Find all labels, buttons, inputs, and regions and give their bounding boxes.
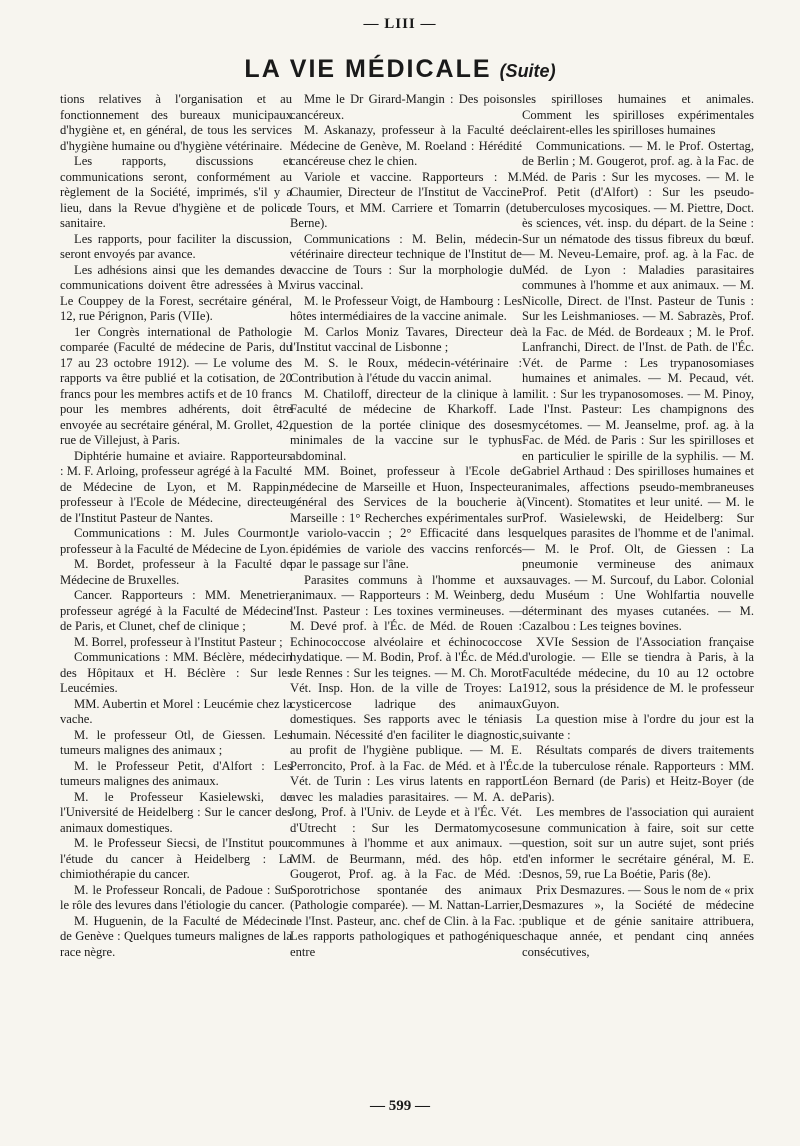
- paragraph: Communications : MM. Béclère, médecin des Hôpitaux et H. Béclère : Sur les Leucémies.: [60, 650, 292, 695]
- paragraph: les spirilloses humaines et animales. Comment les spirilloses expérimentales éclairent-elles les spirilloses humaines: [522, 92, 754, 137]
- roman-page-number: — LIII —: [363, 16, 437, 32]
- paragraph: M. S. le Roux, médecin-vétérinaire : Contribution à l'étude du vaccin animal.: [290, 355, 522, 385]
- column-3: [522, 92, 754, 960]
- paragraph: Communications : M. Jules Courmont, professeur à la Faculté de Médecine de Lyon.: [60, 526, 292, 556]
- paragraph: Cancer. Rapporteurs : MM. Menetrier, professeur agrégé à la Faculté de Médecine de Paris, et Clunet, chef de clinique ;: [60, 588, 292, 633]
- paragraph: M. le Professeur Petit, d'Alfort : Les tumeurs malignes des animaux.: [60, 758, 292, 788]
- paragraph: M. le professeur Otl, de Giessen. Les tumeurs malignes des animaux ;: [60, 727, 292, 757]
- paragraph: MM. Boinet, professeur à l'Ecole de médecine de Marseille et Huon, Inspecteur général des Services de la boucherie à Marseille : 1° Recherches expérimentales sur le variolo-vaccin ; 2° Efficacité dans les épidémies de variole des vaccins renforcés par le passage sur l'âne.: [290, 464, 522, 571]
- paragraph: M. le Professeur Siecsi, de l'Institut pour l'étude du cancer à Heidelberg : La chimiothérapie du cancer.: [60, 836, 292, 881]
- paragraph: Diphtérie humaine et aviaire. Rapporteurs : M. F. Arloing, professeur agrégé à la Faculté de Médecine de Lyon, et M. Rappin, professeur à l'Ecole de Médecine, directeur de l'Institut Pasteur de Nantes.: [60, 448, 292, 525]
- page-number: — 599 —: [370, 1098, 430, 1114]
- page-title: [0, 55, 800, 84]
- title-text: LA VIE MÉDICALE: [244, 55, 492, 83]
- paragraph: Résultats comparés de divers traitements de la tuberculose rénale. Rapporteurs : MM. Léon Bernard (de Paris) et Heitz-Boyer (de Paris).: [522, 743, 754, 804]
- paragraph: La question mise à l'ordre du jour est la suivante :: [522, 712, 754, 742]
- paragraph: M. Huguenin, de la Faculté de Médecine de Genève : Quelques tumeurs malignes de la race nègre.: [60, 913, 292, 959]
- paragraph: Les adhésions ainsi que les demandes de communications doivent être adressées à M. Le Couppey de la Forest, secrétaire général, 12, rue Pérignon, Paris (VIIe).: [60, 262, 292, 323]
- paragraph: 1er Congrès international de Pathologie comparée (Faculté de médecine de Paris, du 17 au 23 octobre 1912). — Le volume des rapports va être publié et la cotisation, de 20 francs pour les membres actifs et de 10 francs pour les membres adhérents, doit être envoyée au secrétaire général, M. Grollet, 42, rue de Villejust, à Paris.: [60, 324, 292, 447]
- column-1: [60, 92, 292, 960]
- column-2: [290, 92, 522, 960]
- paragraph: Parasites communs à l'homme et aux animaux. — Rapporteurs : M. Weinberg, de l'Inst. Pasteur : Les toxines vermineuses. — M. Devé prof. à l'Éc. de Méd. de Rouen : Echinococcose alvéolaire et échinococcose hydatique. — M. Bodin, Prof. à l'Éc. de Méd. de Rennes : Sur les teignes. — M. Ch. Morot Vét. Insp. Hon. de la ville de Troyes: La cysticercose ladrique des animaux domestiques. Ses rapports avec le téniasis humain. Nécessité d'en faciliter le diagnostic, au profit de l'hygiène publique. — M. E. Perroncito, Prof. à la Fac. de Méd. et à l'Éc. Vét. de Turin : Les virus latents en rapport avec les maladies parasitaires. — M. A. de Jong, Prof. à l'Univ. de Leyde et à l'Éc. Vét. d'Utrecht : Sur les Dermatomycoses communes à l'homme et aux animaux. — MM. de Beurmann, méd. des hôp. et Gougerot, Prof. ag. à la Fac. de Méd. : Sporotrichose spontanée des animaux (Pathologie comparée). — M. Nattan-Larrier, de l'Inst. Pasteur, anc. chef de Clin. à la Fac. : Les rapports pathologiques et pathogéniques entre: [290, 572, 522, 959]
- paragraph: Les rapports, discussions et communications seront, conformément au règlement de la Société, imprimés, s'il y a lieu, dans la Revue d'hygiène et de police sanitaire.: [60, 154, 292, 230]
- paragraph: tions relatives à l'organisation et au fonctionnement des bureaux municipaux d'hygiène et, en général, de tous les services d'hygiène humaine ou d'hygiène vétérinaire.: [60, 92, 292, 153]
- paragraph: M. le Professeur Kasielewski, de l'Université de Heidelberg : Sur le cancer des animaux domestiques.: [60, 789, 292, 835]
- paragraph: M. le Professeur Roncali, de Padoue : Sur le rôle des levures dans l'étiologie du cancer.: [60, 882, 292, 912]
- paragraph: M. Carlos Moniz Tavares, Directeur de l'Institut vaccinal de Lisbonne ;: [290, 324, 522, 354]
- paragraph: M. le Professeur Voigt, de Hambourg : Les hôtes intermédiaires de la vaccine animale.: [290, 293, 522, 323]
- paragraph: Prix Desmazures. — Sous le nom de « prix Desmazures », la Société de médecine publique et de génie sanitaire attribuera, chaque année, et pendant cinq années consécutives,: [522, 882, 754, 959]
- paragraph: XVIe Session de l'Association française d'urologie. — Elle se tiendra à Paris, à la Facultéde médecine, du 10 au 12 octobre 1912, sous la présidence de M. le professeur Guyon.: [522, 634, 754, 711]
- paragraph: Variole et vaccine. Rapporteurs : M. Chaumier, Directeur de l'Institut de Vaccine de Tours, et MM. Carriere et Tomarrin (de Berne).: [290, 169, 522, 230]
- paragraph: M. Borrel, professeur à l'Institut Pasteur ;: [74, 634, 283, 649]
- paragraph: MM. Aubertin et Morel : Leucémie chez la vache.: [60, 696, 292, 726]
- paragraph: Mme le Dr Girard-Mangin : Des poisons cancéreux.: [290, 92, 522, 122]
- paragraph: Communications. — M. le Prof. Ostertag, de Berlin ; M. Gougerot, prof. ag. à la Fac. de Méd. de Paris : Sur les mycoses. — M. le Prof. Petit (d'Alfort) : Sur les pseudo-tuberculoses mycosiques. — M. Piettre, Doct. ès sciences, vét. insp. du départ. de la Seine : Sur un nématode des tissus fibreux du bœuf. — M. Neveu-Lemaire, prof. ag. à la Fac. de Méd. de Lyon : Maladies parasitaires communes à l'homme et aux animaux. — M. Nicolle, Direct. de l'Inst. Pasteur de Tunis : Sur les Leishmanioses. — M. Sabrazès, Prof. à la Fac. de Méd. de Bordeaux ; M. le Prof. Lanfranchi, Direct. de l'Inst. de Path. de l'Éc. Vét. de Parme : Les trypanosomiases humaines et animales. — M. Pecaud, vét. milit. : Sur les trypanosomoses. — M. Pinoy, de l'Inst. Pasteur: Les champignons des mycétomes. — M. Jeanselme, prof. ag. à la Fac. de Méd. de Paris : Sur les spirilloses et en particulier le spirille de la syphilis. — M. Gabriel Arthaud : Des spirilloses humaines et animales, affections pseudo-membraneuses (Vincent). Stomatites et leur unité. — M. le Prof. Wasielewski, de Heidelberg: Sur quelques parasites de l'homme et de l'animal. — M. le Prof. Olt, de Giessen : La pneumonie vermineuse des animaux sauvages. — M. Surcouf, du Labor. Colonial du Muséum : Une Wohlfartia nouvelle déterminant des myases cutanées. — M. Cazalbou : Les teignes bovines.: [522, 138, 754, 633]
- paragraph: Communications : M. Belin, médecin-vétérinaire directeur technique de l'Institut de vaccine de Tours : Sur la morphologie du virus vaccinal.: [290, 231, 522, 292]
- paragraph: M. Bordet, professeur à la Faculté de Médecine de Bruxelles.: [60, 557, 292, 587]
- paragraph: M. Askanazy, professeur à la Faculté de Médecine de Genève, M. Roeland : Hérédité cancéreuse chez le chien.: [290, 123, 522, 168]
- title-suite: (Suite): [499, 61, 556, 81]
- paragraph: Les membres de l'association qui auraient une communication à faire, soit sur cette question, soit sur un autre sujet, sont priés d'en informer le secrétaire général, M. E. Desnos, 59, rue La Boétie, Paris (8e).: [522, 805, 754, 881]
- paragraph: Les rapports, pour faciliter la discussion, seront envoyés par avance.: [60, 231, 292, 261]
- paragraph: M. Chatiloff, directeur de la clinique à la Faculté de médecine de Kharkoff. La question de la portée clinique des doses minimales de la vaccine sur le typhus abdominal.: [290, 386, 522, 463]
